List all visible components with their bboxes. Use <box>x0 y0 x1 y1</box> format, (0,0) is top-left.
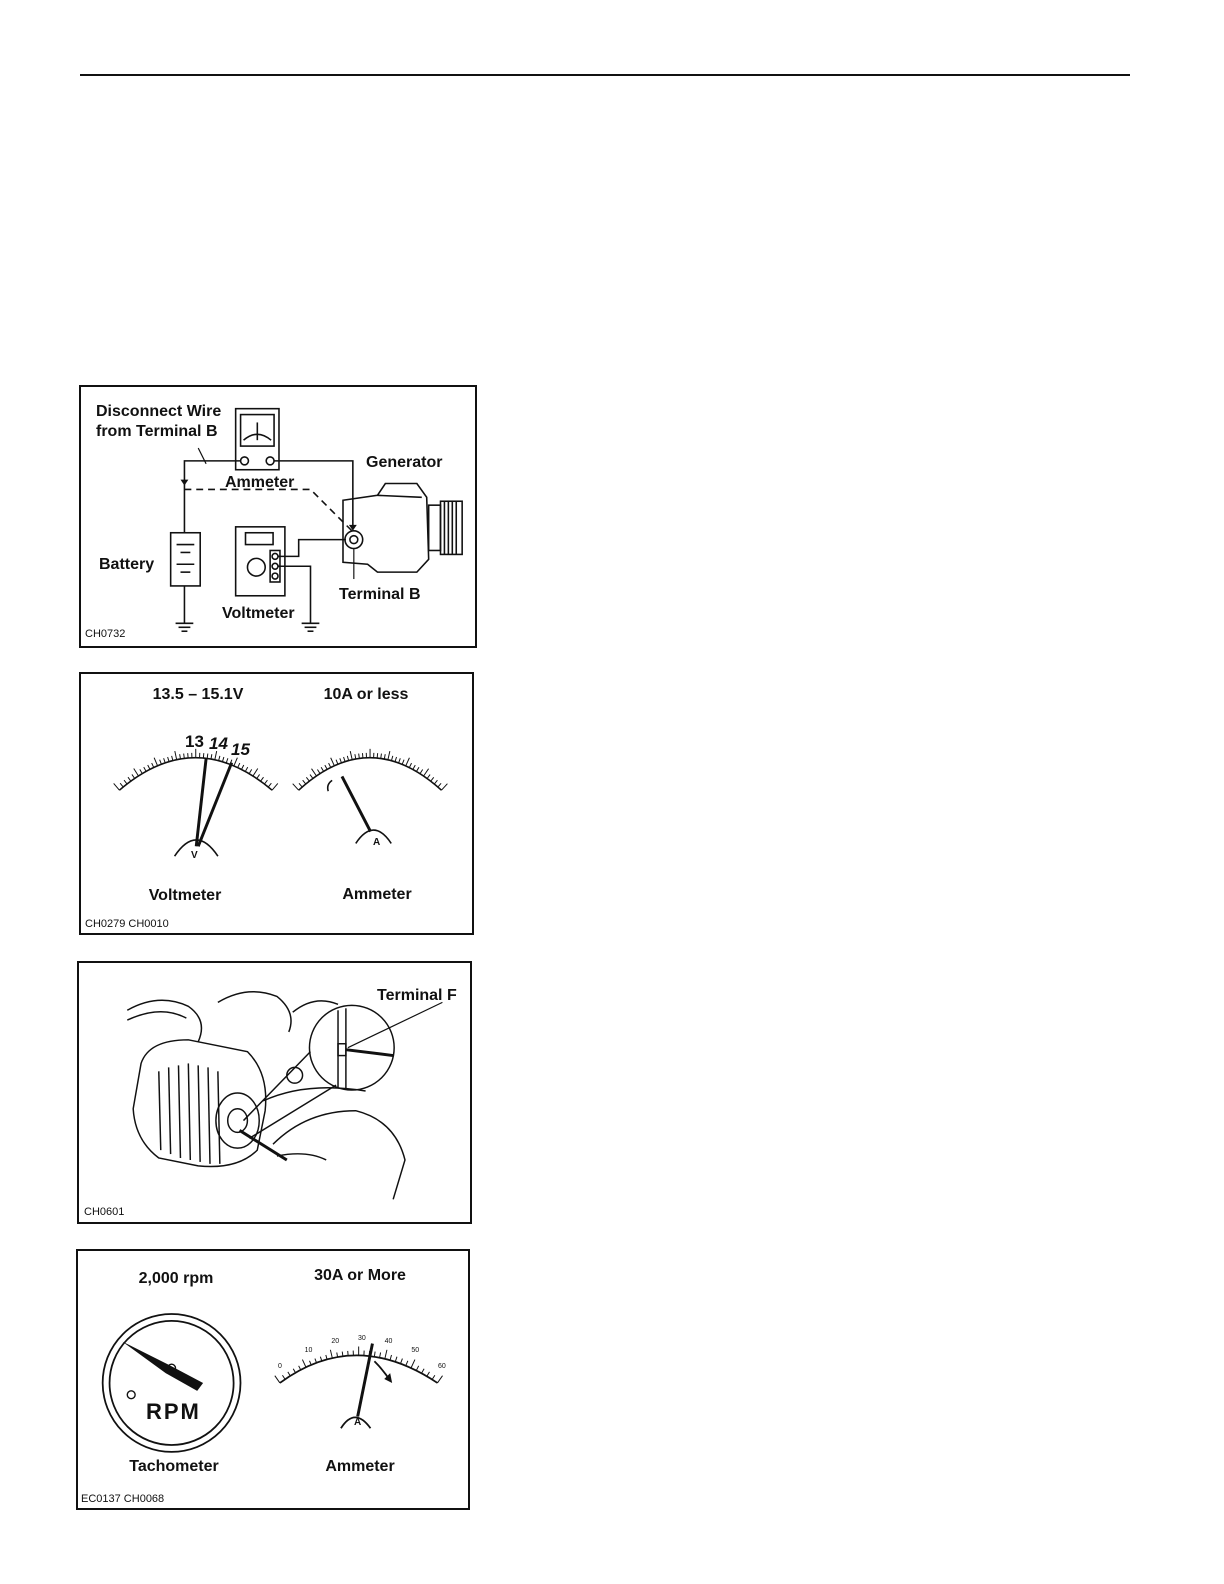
gauge-tick <box>132 774 135 778</box>
gauge-tick <box>390 1355 391 1360</box>
disconnect-label-line2: from Terminal B <box>96 423 218 440</box>
gauge-tick <box>347 756 348 761</box>
gauge-tick <box>416 767 419 771</box>
tick-label-14: 14 <box>209 734 228 753</box>
gauge-tick <box>395 1357 397 1362</box>
gauge-tick <box>413 765 415 769</box>
voltage-current-reading-figure <box>79 672 474 935</box>
gauge-tick <box>299 783 302 787</box>
gauge-tick <box>253 769 258 776</box>
gauge-tick <box>340 758 342 763</box>
wiring-diagram-figure <box>79 385 477 648</box>
gauge-tick <box>303 780 306 784</box>
gauge-tick <box>261 777 264 781</box>
ammeter-scale-label: 10 <box>304 1347 313 1355</box>
gauge-tick <box>317 769 320 773</box>
gauge-tick <box>427 1372 430 1376</box>
ammeter-label: Ammeter <box>225 474 295 491</box>
gauge-tick <box>268 783 271 787</box>
tick-label-15: 15 <box>231 740 250 759</box>
gauge-tick <box>434 780 437 784</box>
gauge-tick <box>438 783 441 787</box>
gauge-tick <box>384 754 385 759</box>
voltmeter-symbol: V <box>191 850 198 861</box>
ammeter-symbol: A <box>373 837 381 848</box>
gauge-tick <box>350 751 352 760</box>
gauge-tick <box>124 780 127 784</box>
gauge-tick <box>411 1360 415 1368</box>
gauge-tick <box>312 769 317 776</box>
gauge-tick <box>441 784 447 791</box>
gauge-tick <box>264 780 267 784</box>
gauge-tick <box>134 769 139 776</box>
gauge-tick <box>275 1376 280 1383</box>
gauge-tick <box>172 756 173 761</box>
gauge-tick <box>422 1369 424 1373</box>
gauge-tick <box>420 769 423 773</box>
gauge-tick <box>164 758 166 763</box>
gauge-tick <box>175 751 177 760</box>
gauge-tick <box>226 758 228 763</box>
gauge-tick <box>148 765 150 769</box>
gauge-tick <box>152 763 154 767</box>
ammeter-scale-label: 0 <box>278 1363 282 1370</box>
gauge-tick <box>406 1361 408 1366</box>
gauge-tick <box>380 1352 381 1357</box>
rpm-spec-label: 2,000 rpm <box>138 1270 214 1287</box>
gauge-tick <box>207 754 208 759</box>
gauge-tick <box>242 765 244 769</box>
gauge-tick <box>374 1352 375 1357</box>
gauge-tick <box>330 1350 332 1359</box>
gauge-tick <box>385 1350 387 1359</box>
gauge-tick <box>344 757 345 762</box>
gauge-tick <box>432 1375 435 1379</box>
gauge-tick <box>272 783 278 790</box>
figure-code: CH0279 CH0010 <box>85 918 169 930</box>
gauge-tick <box>437 1376 442 1383</box>
generator-label: Generator <box>366 454 443 471</box>
gauge-tick <box>128 777 131 781</box>
ammeter-label: Ammeter <box>342 886 412 903</box>
terminal-b-label: Terminal B <box>339 586 421 603</box>
ammeter-label: Ammeter <box>325 1458 395 1475</box>
gauge-tick <box>329 763 331 767</box>
figure-code: EC0137 CH0068 <box>81 1493 165 1505</box>
voltage-spec-label: 13.5 – 15.1V <box>152 686 244 703</box>
gauge-tick <box>257 774 260 778</box>
terminal-f-ground-figure <box>77 961 472 1224</box>
figure-code: CH0601 <box>84 1206 125 1218</box>
gauge-tick <box>168 757 169 762</box>
gauge-tick <box>249 769 252 773</box>
gauge-tick <box>336 760 338 765</box>
ammeter-symbol: A <box>354 1417 362 1428</box>
gauge-tick <box>310 775 313 779</box>
gauge-tick <box>114 783 120 790</box>
tachometer-label: Tachometer <box>129 1458 219 1475</box>
gauge-tick <box>282 1375 285 1379</box>
meter-gauges-drawing <box>81 674 472 933</box>
terminal-f-label: Terminal F <box>377 987 457 1004</box>
gauge-tick <box>388 751 390 760</box>
ammeter-scale-label: 60 <box>438 1363 446 1370</box>
gauge-tick <box>293 784 299 791</box>
current-spec-label: 10A or less <box>323 686 409 703</box>
gauge-tick <box>120 783 123 787</box>
gauge-tick <box>140 769 143 773</box>
gauge-tick <box>416 1366 418 1370</box>
voltmeter-label: Voltmeter <box>148 887 222 904</box>
gauge-tick <box>321 767 324 771</box>
gauge-tick <box>406 758 410 766</box>
gauge-tick <box>245 767 247 771</box>
gauge-tick <box>402 760 404 765</box>
gauge-tick <box>427 775 430 779</box>
rpm-current-reading-figure <box>76 1249 470 1510</box>
gauge-tick <box>381 754 382 759</box>
header-rule <box>80 74 1130 76</box>
gauge-tick <box>409 763 411 767</box>
gauge-tick <box>238 763 240 767</box>
gauge-tick <box>359 754 360 759</box>
voltmeter-label: Voltmeter <box>222 605 295 622</box>
current-spec-label: 30A or More <box>314 1267 406 1284</box>
gauge-tick <box>160 760 162 765</box>
gauge-tick <box>306 777 309 781</box>
tick-label-13: 13 <box>185 732 204 751</box>
ammeter-scale-label: 50 <box>411 1347 420 1355</box>
gauge-tick <box>219 756 220 761</box>
gauge-tick <box>325 765 327 769</box>
gauge-tick <box>391 756 392 761</box>
gauge-tick <box>331 758 335 766</box>
gauge-tick <box>211 754 212 759</box>
rpm-dial-label: RPM <box>146 1399 201 1424</box>
disconnect-label-line1: Disconnect Wire <box>96 403 222 420</box>
battery-label: Battery <box>99 556 155 573</box>
ammeter-scale-label: 40 <box>384 1338 393 1346</box>
gauge-tick <box>154 758 157 766</box>
gauge-tick <box>184 754 185 759</box>
figure-code: CH0732 <box>85 628 126 640</box>
gauge-tick <box>401 1359 403 1364</box>
gauge-tick <box>431 777 434 781</box>
ammeter-scale-label: 30 <box>358 1335 366 1342</box>
gauge-tick <box>302 1360 306 1368</box>
gauge-tick <box>342 1352 343 1357</box>
gauge-tick <box>399 758 401 763</box>
gauge-tick <box>424 769 429 776</box>
gauge-tick <box>222 757 223 762</box>
gauge-tick <box>288 1372 291 1376</box>
gauge-tick <box>144 767 146 771</box>
gauge-tick <box>395 757 396 762</box>
ammeter-scale-label: 20 <box>331 1338 340 1346</box>
